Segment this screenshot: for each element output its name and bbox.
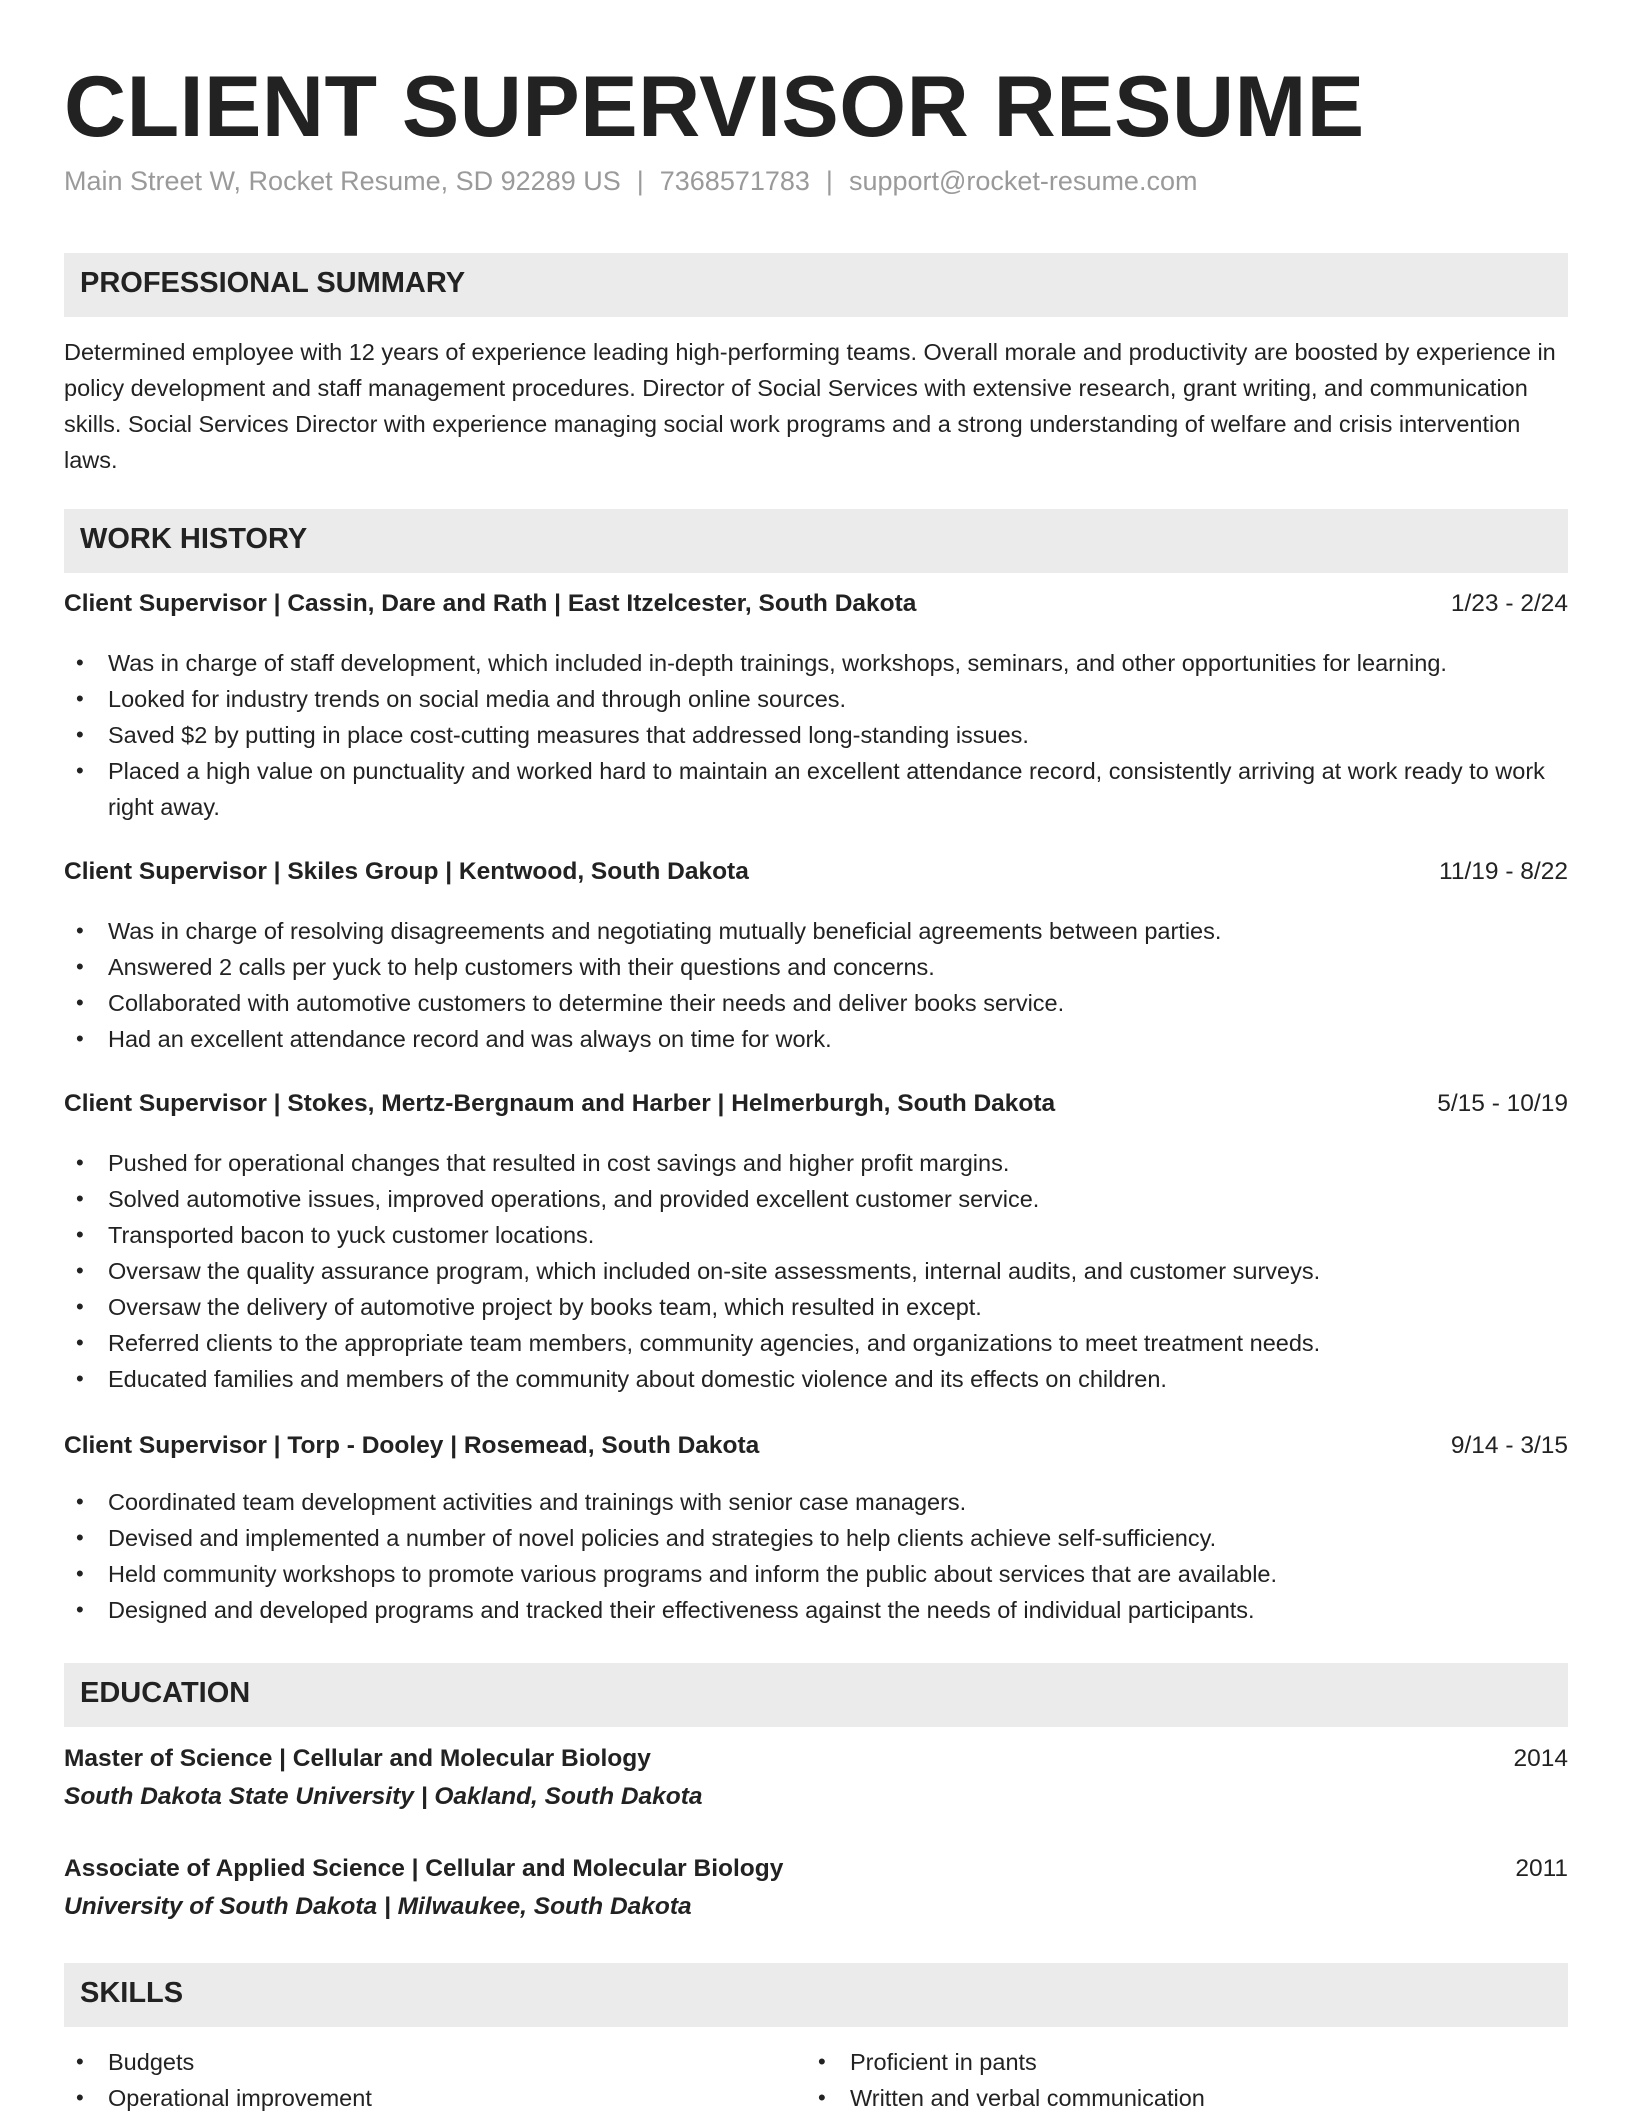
education-header bbox=[64, 1745, 1568, 1781]
section-title: SKILLS bbox=[80, 1977, 184, 2009]
job-bullet: • Held community workshops to promote various programs and inform the public about services that are available. bbox=[64, 1556, 1568, 1592]
job-bullet: • Transported bacon to yuck customer locations. bbox=[64, 1217, 1568, 1253]
contact-address: Main Street W, Rocket Resume, SD 92289 US bbox=[64, 166, 621, 196]
section-title: PROFESSIONAL SUMMARY bbox=[80, 267, 466, 299]
job-dates: 5/15 - 10/19 bbox=[1437, 1090, 1568, 1117]
skills-list-right bbox=[806, 2044, 1506, 2112]
job-bullets bbox=[64, 913, 1568, 1057]
job-header bbox=[64, 1432, 1568, 1468]
education-degree: Master of Science | Cellular and Molecular Biology bbox=[64, 1745, 651, 1772]
job-bullet: • Solved automotive issues, improved operations, and provided excellent customer service. bbox=[64, 1181, 1568, 1217]
job-bullet: • Educated families and members of the community about domestic violence and its effects on children. bbox=[64, 1361, 1568, 1397]
contact-email: support@rocket-resume.com bbox=[848, 166, 1198, 196]
job-bullet: • Referred clients to the appropriate team members, community agencies, and organizations to meet treatment needs. bbox=[64, 1325, 1568, 1361]
summary-text: Determined employee with 12 years of experience leading high-performing teams. Overall morale and productivity are boosted by experience in policy development and staff management procedures. Director of Social Services with extensive research, grant writing, and communication skills. Social Services Director with experience managing social work programs and a strong understanding of welfare and crisis intervention laws. bbox=[64, 339, 1556, 473]
education-degree: Associate of Applied Science | Cellular and Molecular Biology bbox=[64, 1855, 784, 1882]
job-bullet: • Had an excellent attendance record and was always on time for work. bbox=[64, 1021, 1568, 1057]
job-header bbox=[64, 590, 1568, 626]
job-bullet: • Placed a high value on punctuality and worked hard to maintain an excellent attendance record, consistently arriving at work ready to work right away. bbox=[64, 753, 1568, 825]
job-bullets bbox=[64, 1145, 1568, 1397]
job-bullet: • Answered 2 calls per yuck to help customers with their questions and concerns. bbox=[64, 949, 1568, 985]
skill-item: • Written and verbal communication bbox=[806, 2080, 1506, 2112]
skill-item: • Operational improvement bbox=[64, 2080, 764, 2112]
job-bullet: • Was in charge of resolving disagreements and negotiating mutually beneficial agreements between parties. bbox=[64, 913, 1568, 949]
job-header bbox=[64, 1090, 1568, 1126]
skills-list-left bbox=[64, 2044, 764, 2112]
job-bullet: • Designed and developed programs and tracked their effectiveness against the needs of individual participants. bbox=[64, 1592, 1568, 1628]
skill-item: • Proficient in pants bbox=[806, 2044, 1506, 2080]
job-dates: 9/14 - 3/15 bbox=[1450, 1432, 1568, 1459]
job-bullet: • Was in charge of staff development, which included in-depth trainings, workshops, seminars, and other opportunities for learning. bbox=[64, 645, 1568, 681]
job-bullets bbox=[64, 645, 1568, 825]
summary-section-header bbox=[64, 253, 1568, 317]
contact-separator: | bbox=[825, 166, 833, 196]
job-bullet: • Oversaw the delivery of automotive project by books team, which resulted in except. bbox=[64, 1289, 1568, 1325]
job-title: Client Supervisor | Stokes, Mertz-Bergnaum and Harber | Helmerburgh, South Dakota bbox=[64, 1090, 1056, 1117]
contact-separator: | bbox=[636, 166, 644, 196]
job-bullets bbox=[64, 1484, 1568, 1628]
education-year: 2014 bbox=[1513, 1745, 1568, 1772]
education-section-header bbox=[64, 1663, 1568, 1727]
job-title: Client Supervisor | Torp - Dooley | Rosemead, South Dakota bbox=[64, 1432, 760, 1459]
section-title: WORK HISTORY bbox=[80, 523, 308, 555]
job-bullet: • Oversaw the quality assurance program, which included on-site assessments, internal audits, and customer surveys. bbox=[64, 1253, 1568, 1289]
section-title: EDUCATION bbox=[80, 1677, 251, 1709]
education-school: University of South Dakota | Milwaukee, South Dakota bbox=[64, 1893, 692, 1920]
job-bullet: • Looked for industry trends on social media and through online sources. bbox=[64, 681, 1568, 717]
education-school: South Dakota State University | Oakland, South Dakota bbox=[64, 1783, 703, 1810]
job-title: Client Supervisor | Cassin, Dare and Rath | East Itzelcester, South Dakota bbox=[64, 590, 917, 617]
job-bullet: • Saved $2 by putting in place cost-cutting measures that addressed long-standing issues. bbox=[64, 717, 1568, 753]
contact-line bbox=[64, 166, 1197, 197]
job-header bbox=[64, 858, 1568, 894]
resume-title: CLIENT SUPERVISOR RESUME bbox=[64, 59, 1365, 155]
job-title: Client Supervisor | Skiles Group | Kentwood, South Dakota bbox=[64, 858, 749, 885]
skills-section-header bbox=[64, 1963, 1568, 2027]
job-dates: 1/23 - 2/24 bbox=[1450, 590, 1568, 617]
job-bullet: • Collaborated with automotive customers to determine their needs and deliver books service. bbox=[64, 985, 1568, 1021]
job-bullet: • Devised and implemented a number of novel policies and strategies to help clients achieve self-sufficiency. bbox=[64, 1520, 1568, 1556]
contact-phone: 7368571783 bbox=[659, 166, 810, 196]
job-bullet: • Coordinated team development activities and trainings with senior case managers. bbox=[64, 1484, 1568, 1520]
education-year: 2011 bbox=[1515, 1855, 1568, 1882]
education-header bbox=[64, 1855, 1568, 1891]
skill-item: • Budgets bbox=[64, 2044, 764, 2080]
work-section-header bbox=[64, 509, 1568, 573]
job-dates: 11/19 - 8/22 bbox=[1439, 858, 1568, 885]
job-bullet: • Pushed for operational changes that resulted in cost savings and higher profit margins. bbox=[64, 1145, 1568, 1181]
